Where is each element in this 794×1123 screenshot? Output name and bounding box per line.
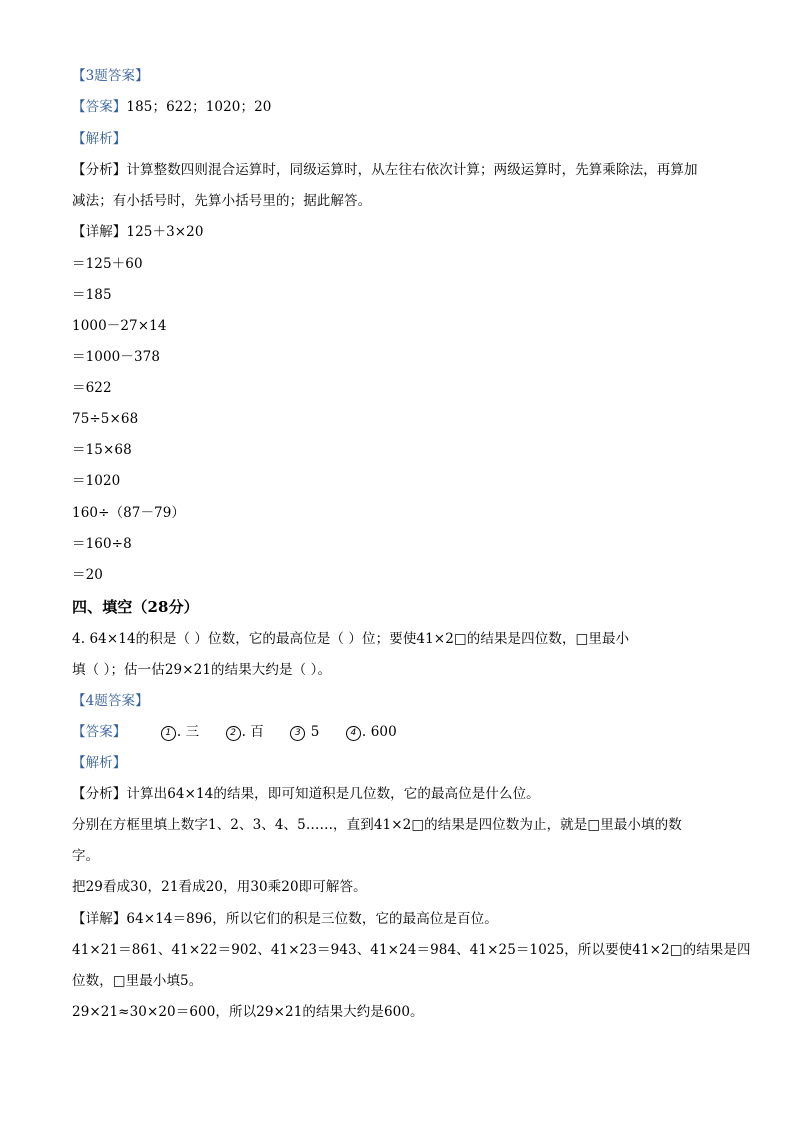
q4-fenxi-text4: 把29看成30，21看成20，用30乘20即可解答。 [72, 879, 367, 895]
q4-question-line1: 4. 64×14的积是（ ）位数，它的最高位是（ ）位；要使41×2□的结果是四位数，□里最小 [72, 631, 630, 647]
q4-fenxi-text2: 分别在方框里填上数字1、2、3、4、5……，直到41×2□的结果是四位数为止，就是□里最小填的数 [72, 817, 682, 833]
q3-step: ＝185 [72, 287, 112, 303]
q4-fenxi-text1: 计算出64×14的结果，即可知道积是几位数，它的最高位是什么位。 [126, 786, 540, 802]
q4-answer-line [72, 722, 419, 742]
q4-xiangjie-label: 【详解】 [72, 911, 127, 927]
q3-fenxi-label: 【分析】 [72, 162, 127, 178]
q4-option: 4 . 600 [346, 722, 397, 742]
q4-fenxi-text3: 字。 [72, 848, 100, 864]
q3-step: ＝622 [72, 380, 112, 396]
q4-xiangjie-text3: 位数，□里最小填5。 [72, 973, 203, 989]
circled-number-icon: 1 [161, 726, 176, 741]
section-title: 四、填空（28分） [72, 598, 199, 616]
q4-option: 2 . 百 [226, 722, 264, 742]
q4-xiangjie-line1 [72, 909, 498, 929]
q3-step: ＝160÷8 [72, 536, 132, 552]
q4-analysis-tag: 【解析】 [72, 755, 127, 771]
q3-answer-label: 【答案】 [72, 99, 127, 115]
q4-question-line2: 填（ ）；估一估29×21的结果大约是（ ）。 [72, 662, 332, 678]
q3-step: 125＋3×20 [126, 224, 204, 240]
q3-step: 75÷5×68 [72, 411, 139, 427]
q3-step: 1000－27×14 [72, 318, 167, 334]
circled-number-icon: 3 [290, 726, 305, 741]
q4-answer-label: 【答案】 [72, 724, 127, 740]
q3-step: ＝1020 [72, 473, 121, 489]
circled-number-icon: 4 [346, 726, 361, 741]
q4-fenxi-line1 [72, 784, 540, 804]
q4-xiangjie-text4: 29×21≈30×20＝600，所以29×21的结果大约是600。 [72, 1004, 424, 1020]
q3-step: ＝20 [72, 567, 103, 583]
q4-fenxi-label: 【分析】 [72, 786, 127, 802]
q3-step: 160÷（87－79） [72, 505, 186, 521]
q3-fenxi-text1: 计算整数四则混合运算时，同级运算时，从左往右依次计算；两级运算时，先算乘除法，再算加 [126, 162, 698, 178]
q3-fenxi-text2: 减法；有小括号时，先算小括号里的；据此解答。 [72, 193, 372, 209]
q3-answer-tag: 【3题答案】 [72, 68, 149, 84]
q3-fenxi-line1 [72, 160, 698, 180]
q3-step: ＝15×68 [72, 442, 132, 458]
q3-step: ＝1000－378 [72, 349, 161, 365]
q3-xiangjie-line [72, 222, 204, 242]
q3-xiangjie-label: 【详解】 [72, 224, 127, 240]
q3-answer-value: 185；622；1020；20 [126, 99, 272, 115]
q3-analysis-tag: 【解析】 [72, 131, 127, 147]
q4-option: 1 . 三 [161, 722, 199, 742]
q4-option: 3 5 [290, 722, 319, 742]
q4-xiangjie-text2: 41×21＝861、41×22＝902、41×23＝943、41×24＝984、41×25＝1025，所以要使41×2□的结果是四 [72, 942, 751, 958]
q4-xiangjie-text1: 64×14＝896，所以它们的积是三位数，它的最高位是百位。 [126, 911, 498, 927]
q3-step: ＝125＋60 [72, 256, 143, 272]
q4-answer-tag: 【4题答案】 [72, 693, 149, 709]
circled-number-icon: 2 [226, 726, 241, 741]
q3-answer-line [72, 97, 271, 117]
